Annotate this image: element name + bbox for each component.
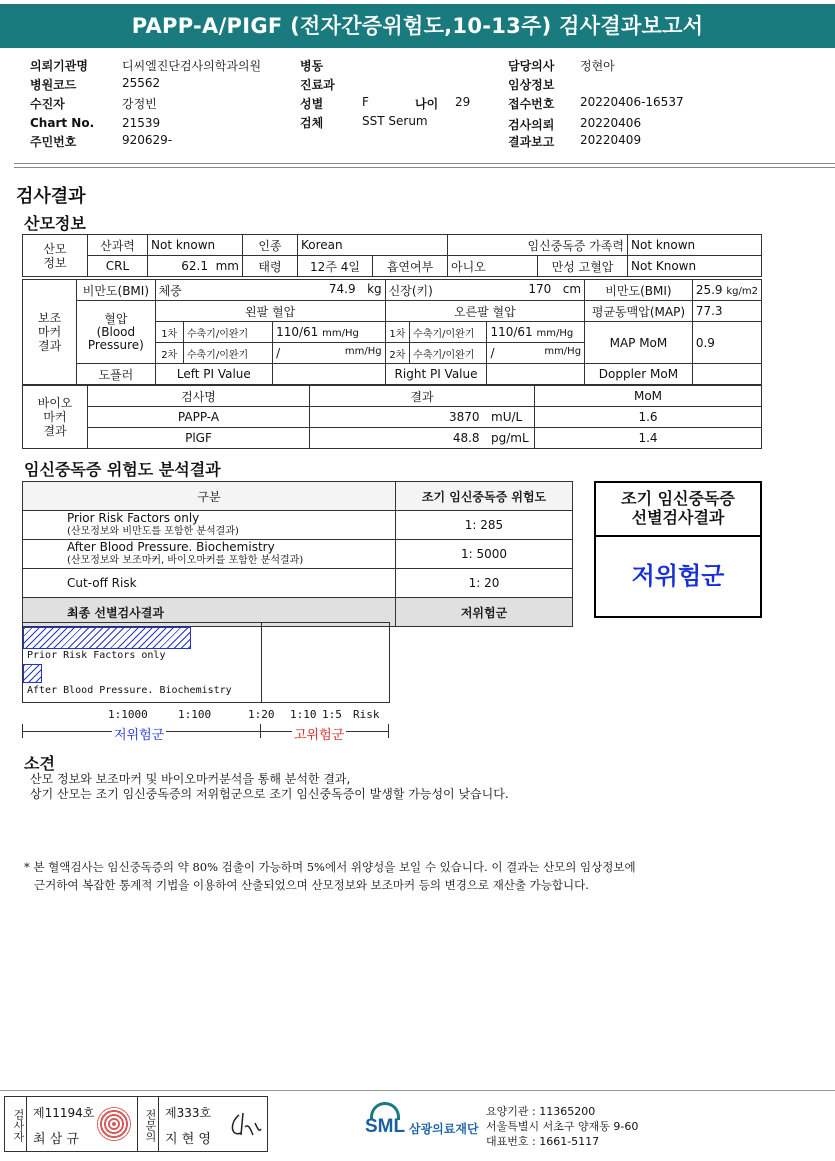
prior-risk-bar-label: Prior Risk Factors only: [27, 650, 166, 661]
risk-col-category: 구분: [23, 482, 396, 511]
footnote-line: 근거하여 복잡한 통계적 기법을 이용하여 산출되었으며 산모정보와 보조마커 등의 변경으로 재산출 가능합니다.: [34, 878, 589, 892]
right-second-value: /: [490, 346, 495, 360]
maternal-heading: 산모정보: [24, 214, 86, 233]
risk-row: [23, 511, 573, 540]
smoking-value: 아니오: [448, 256, 538, 277]
specimen-label: 검체: [300, 116, 324, 130]
risk-row: [23, 540, 573, 569]
final-result-value: 저위험군: [396, 598, 573, 627]
org-address: 서울특별시 서초구 양재동 9-60: [486, 1120, 639, 1133]
bmi-unit: kg/m2: [726, 286, 758, 297]
official-seal: [97, 1107, 131, 1141]
aux-group: 보조 마커 결과: [23, 280, 77, 385]
right-second-label: 2차: [385, 343, 410, 364]
report-date-value: 20220409: [580, 133, 642, 147]
logo-text: SML: [365, 1116, 406, 1137]
height-value: 170: [528, 281, 552, 296]
risk-row-note: (산모정보와 보조마커, 바이오마커를 포함한 분석결과): [67, 555, 304, 566]
weight-label: 체중: [158, 283, 182, 298]
height-label: 신장(키): [388, 283, 433, 298]
bio-row: [23, 407, 762, 428]
code-label: 병원코드: [30, 78, 77, 92]
tick-label: 1:5: [322, 708, 342, 721]
report-title: PAPP-A/PIGF (전자간증위험도,10-13주) 검사결과보고서: [0, 4, 835, 48]
tick-label: Risk: [353, 708, 380, 721]
rrn-label: 주민번호: [30, 135, 77, 149]
map-value: 77.3: [692, 301, 761, 322]
header-divider-2: [14, 167, 835, 168]
low-risk-axis-label: 저위험군: [112, 724, 166, 743]
weight-unit: kg: [367, 281, 382, 296]
footnote: [24, 858, 636, 894]
sex-value: F: [362, 95, 369, 109]
header-divider: [14, 163, 835, 164]
bio-test-name: PAPP-A: [88, 407, 310, 428]
bio-mom: 1.6: [535, 407, 762, 428]
chart-value: 21539: [122, 116, 161, 130]
signature: [227, 1109, 263, 1141]
maternal-table: [22, 234, 762, 277]
htn-label: 만성 고혈압: [538, 256, 628, 277]
axis-tick-right: [388, 724, 389, 738]
tick-label: 1:10: [290, 708, 317, 721]
doctor-value: 정현아: [580, 59, 615, 73]
tester-label: 검사자: [5, 1097, 27, 1151]
risk-row: [23, 569, 573, 598]
risk-row-value: 1: 20: [396, 569, 573, 598]
risk-row-value: 1: 5000: [396, 540, 573, 569]
weight-value: 74.9: [328, 281, 356, 296]
risk-row-label: Cut-off Risk: [23, 569, 396, 598]
screening-result-title: 조기 임신중독증 선별검사결과: [596, 483, 760, 537]
screening-result-box: [594, 481, 762, 618]
family-label: 임신중독증 가족력: [448, 235, 628, 256]
left-pi-value: [273, 364, 386, 385]
tester-name: 최 삼 규: [33, 1132, 79, 1147]
rrn-value: 920629-: [122, 133, 173, 147]
right-arm-label: 오른팔 혈압: [385, 301, 584, 322]
opinion-heading: 소견: [24, 754, 55, 773]
bio-test-name: PlGF: [88, 428, 310, 449]
report-date-label: 결과보고: [508, 135, 555, 149]
bmi-label: 비만도(BMI): [77, 280, 155, 301]
ethnicity-value: Korean: [298, 235, 448, 256]
hospital-value: 디씨엘진단검사의학과의원: [122, 59, 262, 73]
request-value: 20220406: [580, 116, 642, 130]
after-bp-bar: [23, 664, 42, 683]
risk-row-note: (산모정보와 비만도를 포함한 분석결과): [67, 526, 239, 537]
maternal-group: 산모 정보: [23, 235, 88, 277]
sex-label: 성별: [300, 97, 324, 111]
org-phone: 대표번호 : 1661-5117: [486, 1135, 600, 1148]
final-result-label: 최종 선별검사결과: [23, 598, 396, 627]
opinion-text: [30, 772, 509, 802]
axis-tick-left: [22, 724, 23, 738]
org-info: [486, 1104, 638, 1149]
bio-col-mom: MoM: [535, 386, 762, 407]
after-bp-bar-label: After Blood Pressure. Biochemistry: [27, 685, 232, 696]
footer-divider: [0, 1090, 835, 1091]
crl-unit: mm: [215, 259, 239, 273]
right-first-value: 110/61: [490, 325, 533, 339]
risk-row-label: After Blood Pressure. Biochemistry: [67, 540, 275, 554]
chart-label: Chart No.: [30, 116, 95, 130]
opinion-line: 산모 정보와 보조마커 및 바이오마커분석을 통해 분석한 결과,: [30, 772, 351, 786]
bio-mom: 1.4: [535, 428, 762, 449]
prior-risk-bar: [23, 627, 191, 649]
ethnicity-label: 인종: [243, 235, 298, 256]
left-sysdia-label-2: 수축기/이완기: [183, 343, 272, 364]
bio-value: 3870: [449, 410, 480, 424]
left-first-unit: mm/Hg: [322, 328, 359, 339]
family-value: Not known: [628, 235, 762, 256]
doctor-label: 담당의사: [508, 59, 555, 73]
bio-col-result: 결과: [310, 386, 535, 407]
bio-marker-table: [22, 385, 762, 449]
doppler-mom-label: Doppler MoM: [585, 364, 693, 385]
axis-tick-cutoff: [260, 724, 261, 738]
bp-label: 혈압 (Blood Pressure): [77, 301, 155, 364]
high-risk-axis-label: 고위험군: [292, 724, 346, 743]
bio-col-test: 검사명: [88, 386, 310, 407]
care-number: 요양기관 : 11365200: [486, 1105, 596, 1118]
left-sysdia-label: 수축기/이완기: [183, 322, 272, 343]
org-name: 삼광의료재단: [409, 1122, 479, 1136]
risk-row-label: Prior Risk Factors only: [67, 511, 200, 525]
reviewer-label: 전문의: [137, 1097, 159, 1151]
htn-value: Not Known: [628, 256, 762, 277]
patient-label: 수진자: [30, 97, 65, 111]
ward-label: 병동: [300, 59, 324, 73]
opinion-line: 상기 산모는 조기 임신중독증의 저위험군으로 조기 임신중독증이 발생할 가능성이 낮습니다.: [30, 787, 509, 801]
age-label: 나이: [415, 97, 439, 111]
left-first-value: 110/61: [276, 325, 319, 339]
right-pi-label: Right PI Value: [385, 364, 487, 385]
right-second-unit: mm/Hg: [544, 346, 582, 357]
ga-value: 12주 4일: [298, 256, 373, 277]
right-first-unit: mm/Hg: [536, 328, 574, 339]
tick-label: 1:20: [248, 708, 275, 721]
map-mom-value: 0.9: [692, 322, 761, 364]
risk-col-risk: 조기 임신중독증 위험도: [396, 482, 573, 511]
screening-result-value: 저위험군: [631, 562, 725, 590]
left-pi-label: Left PI Value: [155, 364, 273, 385]
risk-heading: 임신중독증 위험도 분석결과: [24, 460, 221, 479]
height-unit: cm: [562, 281, 582, 296]
signature-box: [4, 1096, 268, 1152]
right-sysdia-label-2: 수축기/이완기: [410, 343, 487, 364]
clinical-label: 임상정보: [508, 78, 555, 92]
bio-row: [23, 428, 762, 449]
map-mom-label: MAP MoM: [585, 322, 693, 364]
dept-label: 진료과: [300, 78, 335, 92]
specimen-value: SST Serum: [362, 114, 428, 128]
left-second-label: 2차: [155, 343, 183, 364]
smoking-label: 흡연여부: [373, 256, 448, 277]
right-pi-value: [487, 364, 585, 385]
accession-value: 20220406-16537: [580, 95, 684, 109]
crl-value: 62.1: [181, 259, 208, 273]
hospital-label: 의뢰기관명: [30, 59, 88, 73]
bmi-label-2: 비만도(BMI): [585, 280, 693, 301]
map-label: 평균동맥압(MAP): [585, 301, 693, 322]
results-heading: 검사결과: [16, 186, 86, 207]
bmi-value: 25.9: [695, 283, 723, 297]
left-second-unit: mm/Hg: [344, 346, 382, 357]
patient-value: 강정빈: [122, 97, 157, 111]
bio-value: 48.8: [452, 431, 480, 445]
cutoff-line: [261, 623, 262, 703]
reviewer-license: 제333호: [165, 1106, 212, 1120]
left-first-label: 1차: [155, 322, 183, 343]
ga-label: 태령: [243, 256, 298, 277]
code-value: 25562: [122, 76, 161, 90]
left-second-value: /: [276, 346, 281, 360]
tester-license: 제11194호: [33, 1106, 95, 1120]
left-arm-label: 왼팔 혈압: [155, 301, 385, 322]
bio-unit: mU/L: [491, 410, 523, 424]
crl-label: CRL: [88, 256, 148, 277]
aux-marker-table: [22, 279, 762, 385]
parity-label: 산과력: [88, 235, 148, 256]
reviewer-name: 지 현 영: [165, 1132, 211, 1147]
accession-label: 접수번호: [508, 97, 555, 111]
footnote-line: * 본 혈액검사는 임신중독증의 약 80% 검출이 가능하며 5%에서 위양성을 보일 수 있습니다. 이 결과는 산모의 임상정보에: [24, 860, 636, 874]
risk-row-value: 1: 285: [396, 511, 573, 540]
request-label: 검사의뢰: [508, 118, 555, 132]
right-first-label: 1차: [385, 322, 410, 343]
bio-unit: pg/mL: [491, 431, 529, 445]
age-value: 29: [455, 95, 471, 109]
risk-table: [22, 481, 573, 627]
right-sysdia-label: 수축기/이완기: [410, 322, 487, 343]
doppler-label: 도플러: [77, 364, 155, 385]
tick-label: 1:100: [178, 708, 212, 721]
bio-group: 바이오 마커 결과: [23, 386, 88, 449]
parity-value: Not known: [148, 235, 243, 256]
tick-label: 1:1000: [108, 708, 148, 721]
doppler-mom-value: [692, 364, 761, 385]
risk-bar-chart: [22, 622, 390, 703]
